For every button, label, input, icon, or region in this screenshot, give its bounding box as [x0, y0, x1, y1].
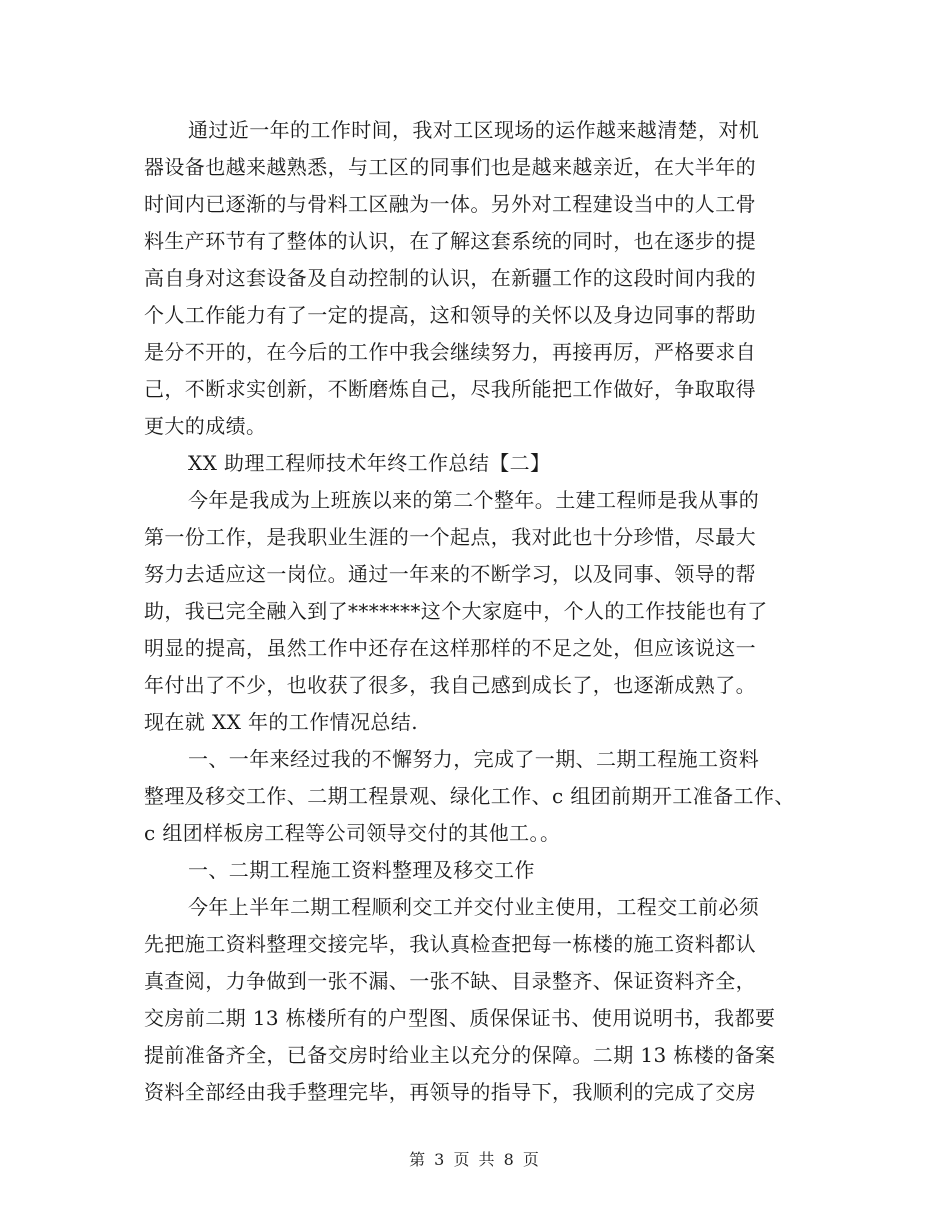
- document-body: [144, 112, 824, 1111]
- paragraph-line: 第一份工作，是我职业生涯的一个起点，我对此也十分珍惜，尽最大: [144, 525, 756, 549]
- paragraph-line: c 组团样板房工程等公司领导交付的其他工。。: [144, 821, 561, 845]
- paragraph-line: 努力去适应这一岗位。通过一年来的不断学习，以及同事、领导的帮: [144, 562, 756, 586]
- paragraph-line: 己，不断求实创新，不断磨炼自己，尽我所能把工作做好，争取取得: [144, 377, 756, 401]
- paragraph-line: 今年是我成为上班族以来的第二个整年。土建工程师是我从事的: [188, 488, 760, 512]
- paragraph-line: 提前准备齐全，已备交房时给业主以充分的保障。二期 13 栋楼的备案: [144, 1043, 776, 1067]
- section-heading: XX 助理工程师技术年终工作总结【二】: [188, 451, 551, 475]
- paragraph-line: 年付出了不少，也收获了很多，我自己感到成长了，也逐渐成熟了。: [144, 673, 756, 697]
- paragraph-line: 今年上半年二期工程顺利交工并交付业主使用，工程交工前必须: [188, 895, 760, 919]
- paragraph-line: 器设备也越来越熟悉，与工区的同事们也是越来越亲近，在大半年的: [144, 155, 756, 179]
- paragraph-line: 真查阅，力争做到一张不漏、一张不缺、目录整齐、保证资料齐全，: [144, 969, 756, 993]
- paragraph-line: 是分不开的，在今后的工作中我会继续努力，再接再厉，严格要求自: [144, 340, 756, 364]
- paragraph-line: 高自身对这套设备及自动控制的认识，在新疆工作的这段时间内我的: [144, 266, 756, 290]
- paragraph-line: 明显的提高，虽然工作中还存在这样那样的不足之处，但应该说这一: [144, 636, 756, 660]
- paragraph-line: 料生产环节有了整体的认识，在了解这套系统的同时，也在逐步的提: [144, 229, 756, 253]
- paragraph-line: 整理及移交工作、二期工程景观、绿化工作、c 组团前期开工准备工作、: [144, 784, 795, 808]
- paragraph-line: 更大的成绩。: [144, 414, 267, 438]
- paragraph-line: 交房前二期 13 栋楼所有的户型图、质保保证书、使用说明书，我都要: [144, 1006, 776, 1030]
- page-number-footer: 第 3 页 共 8 页: [409, 1150, 541, 1169]
- paragraph-line: 个人工作能力有了一定的提高，这和领导的关怀以及身边同事的帮助: [144, 303, 756, 327]
- section-heading: 一、二期工程施工资料整理及移交工作: [188, 858, 535, 882]
- paragraph-line: 资料全部经由我手整理完毕，再领导的指导下，我顺利的完成了交房: [144, 1080, 756, 1104]
- paragraph-line: 时间内已逐渐的与骨料工区融为一体。另外对工程建设当中的人工骨: [144, 192, 756, 216]
- paragraph-line: 通过近一年的工作时间，我对工区现场的运作越来越清楚，对机: [188, 118, 760, 142]
- paragraph-line: 助，我已完全融入到了*******这个大家庭中，个人的工作技能也有了: [144, 599, 768, 623]
- paragraph-line: 先把施工资料整理交接完毕，我认真检查把每一栋楼的施工资料都认: [144, 932, 756, 956]
- paragraph-line: 一、一年来经过我的不懈努力，完成了一期、二期工程施工资料: [188, 747, 760, 771]
- paragraph-line: 现在就 XX 年的工作情况总结.: [144, 710, 418, 734]
